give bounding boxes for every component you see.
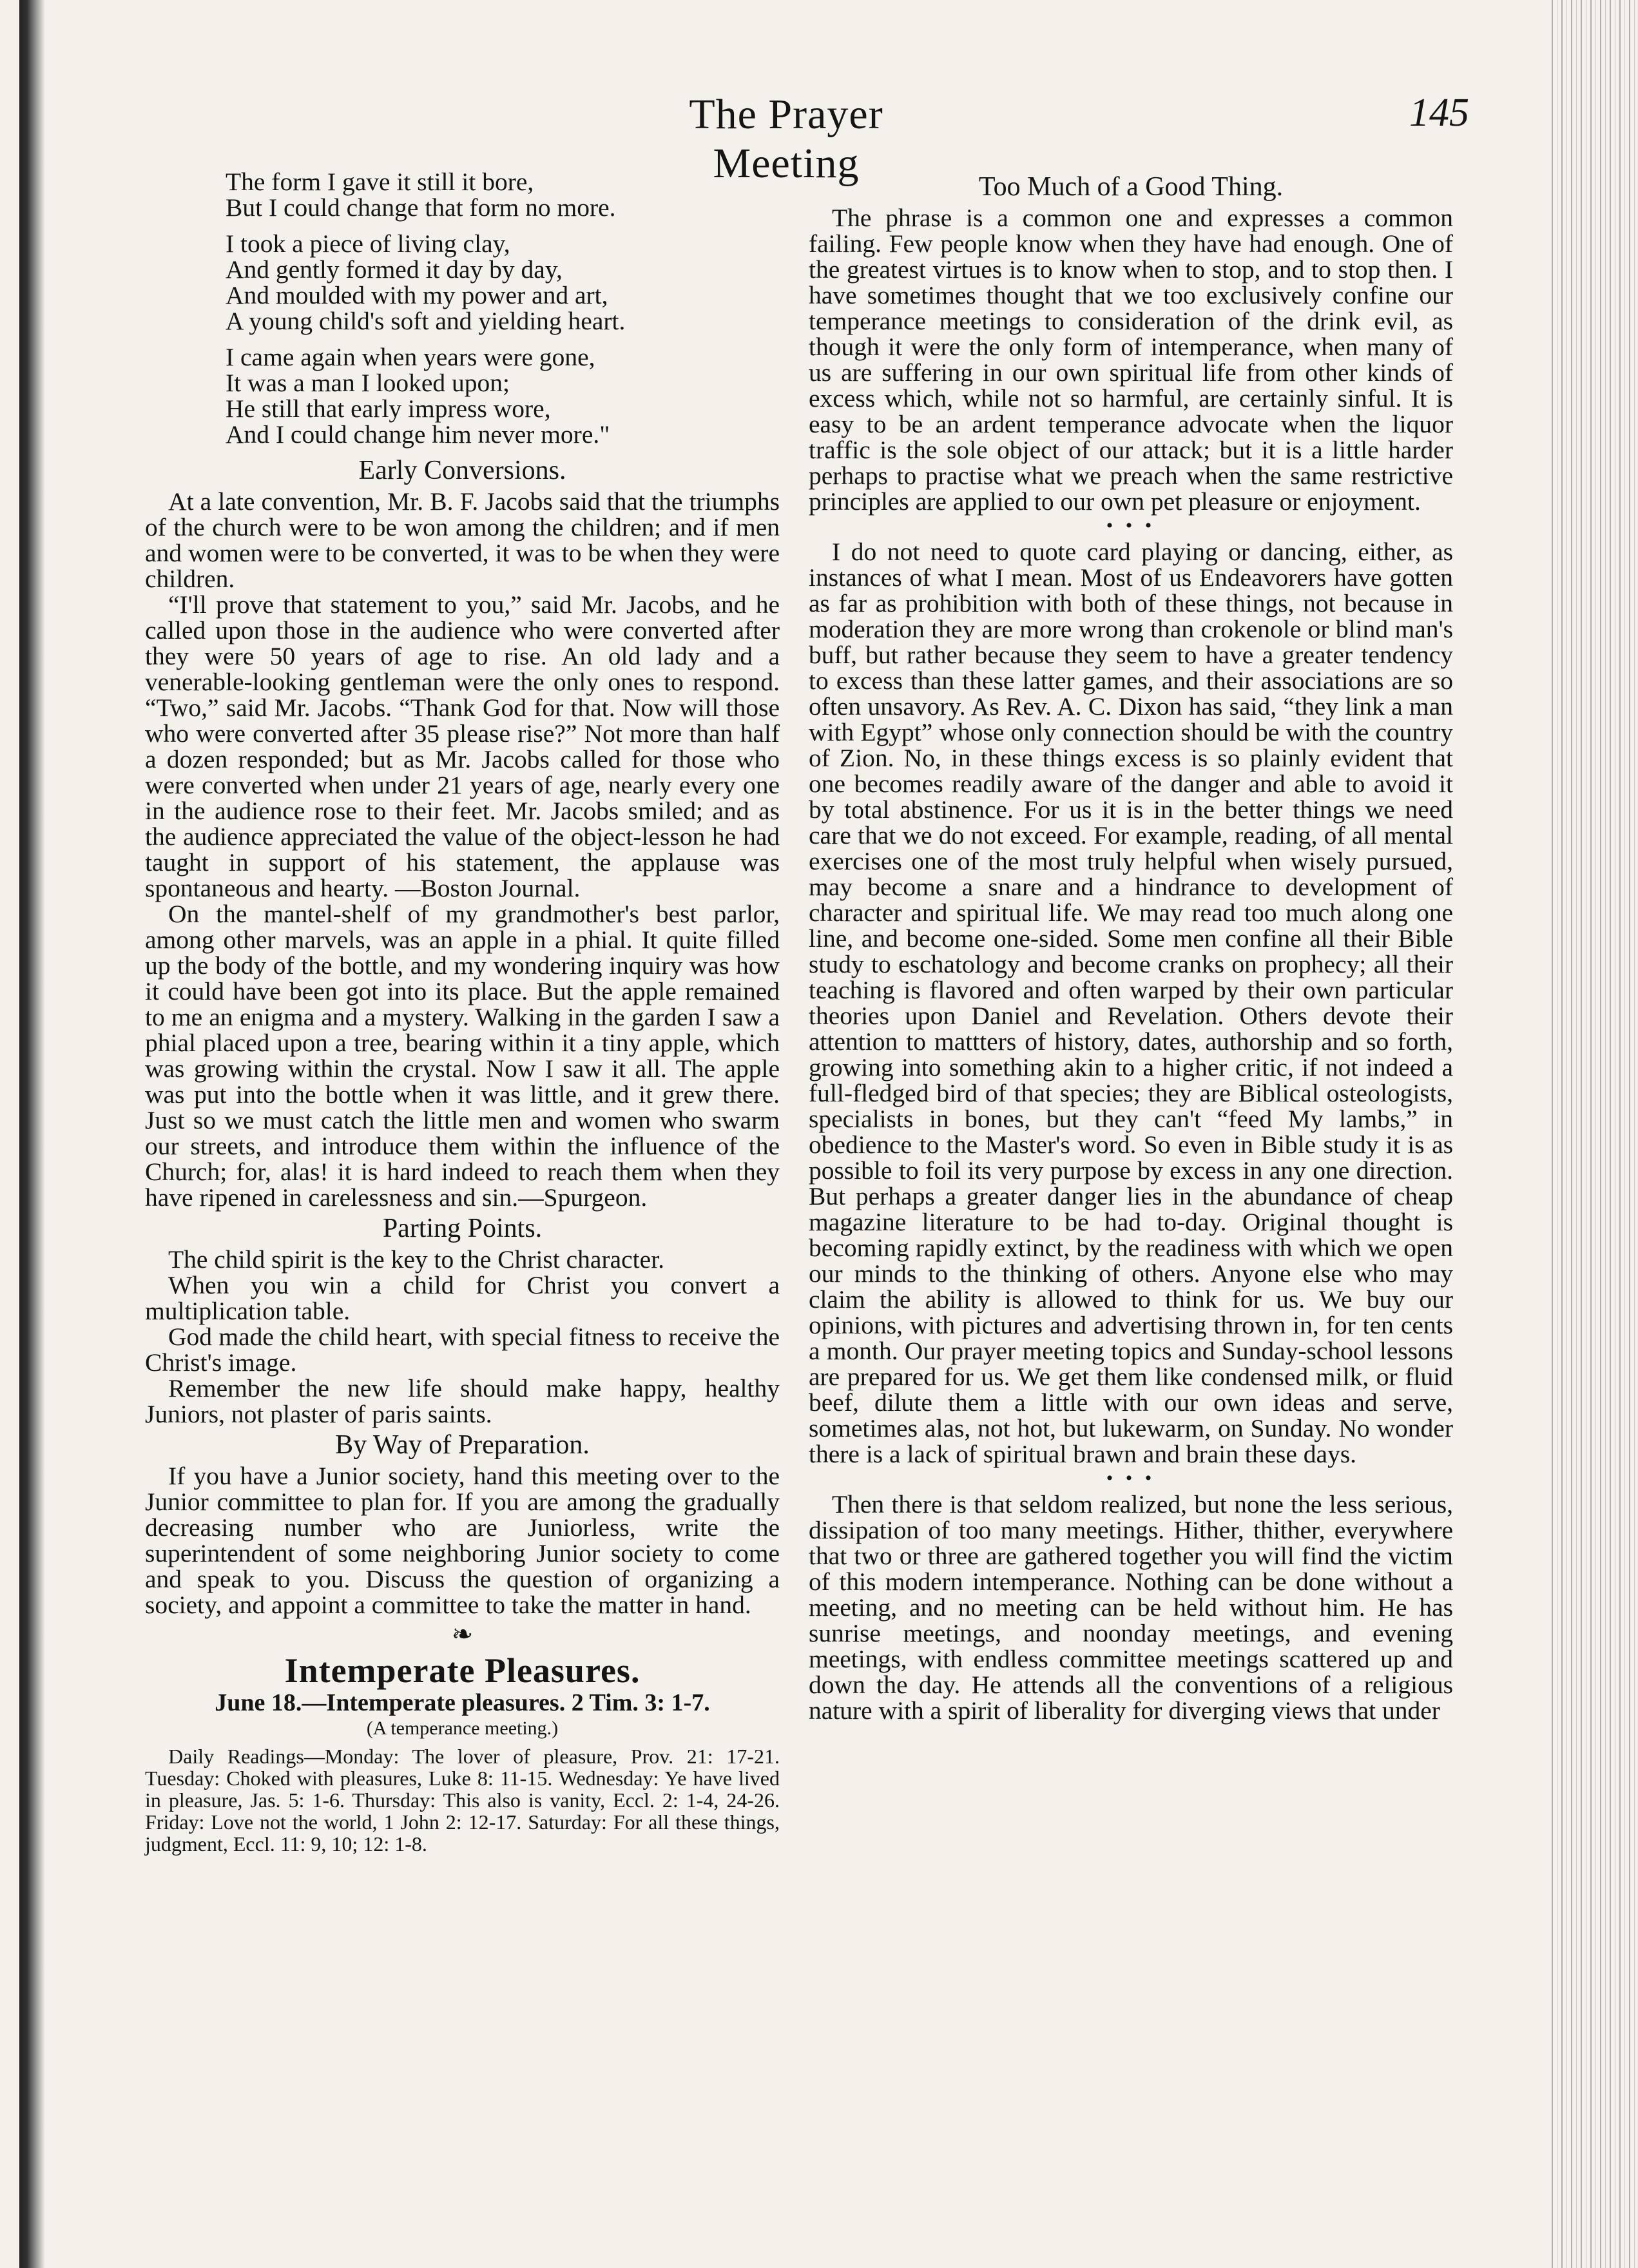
poem-line: The form I gave it still it bore,	[226, 168, 534, 196]
poem-line: But I could change that form no more.	[226, 193, 616, 222]
poem-stanza	[145, 344, 780, 447]
section-divider: • • •	[1106, 515, 1156, 536]
topic-note: (A temperance meeting.)	[366, 1718, 559, 1739]
paragraph: Then there is that seldom realized, but none the less serious, dissipation of too many meetings. Hither, thither, everywhere that two or three are gathered together you will find the victim of this modern intemperance. Nothing can be done without a meeting, and no meeting can be held without him. He has sunrise meetings, and noonday meetings, and evening meetings, with endless committee meetings scattered up and down the day. He attends all the conventions of a religious nature with a spirit of liberality for diverging views that under	[809, 1490, 1453, 1725]
poem-line: A young child's soft and yielding heart.	[226, 307, 626, 335]
poem-line: And gently formed it day by day,	[226, 255, 563, 284]
page-binding-shadow	[19, 0, 45, 2268]
paragraph: God made the child heart, with special fitness to receive the Christ's image.	[145, 1323, 780, 1377]
paragraph: If you have a Junior society, hand this meeting over to the Junior committee to plan for. If you are among the gradually decreasing number who are Juniorless, write the superintendent of some neighboring Junior society to come and speak to you. Discuss the question of organizing a society, and appoint a committee to take the matter in hand.	[145, 1462, 780, 1619]
paragraph: On the mantel-shelf of my grandmother's best parlor, among other marvels, was an apple in a phial. It quite filled up the body of the bottle, and my wondering inquiry was how it could have been got into its place. But the apple remained to me an enigma and a mystery. Walking in the garden I saw a phial placed upon a tree, bearing within it a tiny apple, which was growing within the crystal. Now I saw it all. The apple was put into the bottle when it was little, and it grew there. Just so we must catch the little men and women who swarm our streets, and introduce them within the influence of the Church; for, alas! it is hard indeed to reach them when they have ripened in carelessness and sin.—Spurgeon.	[145, 900, 780, 1212]
topic-heading: Intemperate Pleasures.	[284, 1651, 641, 1690]
poem-line: And moulded with my power and art,	[226, 281, 608, 309]
section-heading-parting-points: Parting Points.	[382, 1214, 543, 1243]
daily-readings: Daily Readings—Monday: The lover of pleasure, Prov. 21: 17-21. Tuesday: Choked with pleasures, Luke 8: 11-15. Wednesday: Ye have lived in pleasure, Jas. 5: 1-6. Thursday: This also is vanity, Eccl. 2: 1-4, 24-26. Friday: Love not the world, 1 John 2: 12-17. Saturday: For all these things, judgment, Eccl. 11: 9, 10; 12: 1-8.	[145, 1745, 780, 1856]
poem-line: He still that early impress wore,	[226, 394, 551, 423]
paragraph: I do not need to quote card playing or dancing, either, as instances of what I mean. Most of us Endeavorers have gotten as far as prohibition with both of these things, not because in moderation they are more wrong than crokenole or blind man's buff, but rather because they seem to have a greater tendency to excess than these latter games, and their associations are so often unsavory. As Rev. A. C. Dixon has said, “they link a man with Egypt” whose only connection should be with the country of Zion. No, in these things excess is so plainly evident that one becomes readily aware of the danger and able to avoid it by total abstinence. For us it is in the better things we need care that we do not exceed. For example, reading, of all mental exercises one of the most truly helpful when wisely pursued, may become a snare and a hindrance to development of character and spiritual life. We may read too much along one line, and become one-sided. Some men confine all their Bible study to eschatology and become cranks on prophecy; all their teaching is flavored and often warped by their own particular theories upon Daniel and Revelation. Others devote their attention to mattters of history, dates, authorship and so forth, growing into something akin to a higher critic, if not indeed a full-fledged bird of that species; they are Biblical osteologists, specialists in bones, but they can't “feed My lambs,” in obedience to the Master's word. So even in Bible study it is as possible to foil its very purpose by excess in any one direction. But perhaps a greater danger lies in the abundance of cheap magazine literature to be had to-day. Original thought is becoming rapidly extinct, by the readiness with which we open our minds to the thinking of others. Anyone else who may claim the ability is allowed to think for us. We buy our opinions, with pictures and advertising thrown in, for ten cents a month. Our prayer meeting topics and Sunday-school lessons are prepared for us. We get them like condensed milk, or fluid beef, dilute them a little with our own ideas and serve, sometimes alas, not hot, but lukewarm, on Sunday. No wonder there is a lack of spiritual brawn and brain these days.	[809, 538, 1453, 1468]
poem-line: And I could change him never more."	[226, 420, 610, 449]
section-heading-early-conversions: Early Conversions.	[358, 456, 566, 485]
section-divider: • • •	[1106, 1468, 1156, 1489]
left-column	[145, 169, 780, 1855]
page-edge-noise	[1548, 0, 1638, 2268]
poem	[145, 169, 780, 447]
right-column	[809, 169, 1453, 1723]
poem-stanza	[145, 169, 780, 220]
paragraph: “I'll prove that statement to you,” said Mr. Jacobs, and he called upon those in the audience who were converted after they were 50 years of age to rise. An old lady and a venerable-looking gentleman were the only ones to respond. “Two,” said Mr. Jacobs. “Thank God for that. Now will those who were converted after 35 please rise?” Not more than half a dozen responded; but as Mr. Jacobs called for those who were converted when under 21 years of age, nearly every one in the audience rose to their feet. Mr. Jacobs smiled; and as the audience appreciated the value of the object-lesson he had taught in support of his statement, the applause was spontaneous and hearty. —Boston Journal.	[145, 590, 780, 902]
paragraph: The child spirit is the key to the Christ character.	[168, 1245, 665, 1274]
paragraph: The phrase is a common one and expresses a common failing. Few people know when they have had enough. One of the greatest virtues is to know when to stop, and to stop then. I have sometimes thought that we too exclusively confine our temperance meetings to consideration of the drink evil, as though it were the only form of intemperance, when many of us are suffering in our own spiritual life from other kinds of excess which, while not so harmful, are certainly sinful. It is easy to be an ardent temperance advocate when the liquor traffic is the sole object of our attack; but it is a little harder perhaps to practise what we preach when the same restrictive principles are applied to our own pet pleasure or enjoyment.	[809, 204, 1453, 516]
paragraph: Remember the new life should make happy, healthy Juniors, not plaster of paris saints.	[145, 1374, 780, 1428]
paragraph: At a late convention, Mr. B. F. Jacobs said that the triumphs of the church were to be won among the children; and if men and women were to be converted, it was to be when they were children.	[145, 487, 780, 593]
poem-stanza	[145, 231, 780, 334]
paragraph: When you win a child for Christ you convert a multiplication table.	[145, 1271, 780, 1325]
section-heading-too-much: Too Much of a Good Thing.	[978, 172, 1284, 202]
poem-line: It was a man I looked upon;	[226, 369, 510, 397]
ornament-icon: ❧	[451, 1620, 474, 1649]
poem-line: I came again when years were gone,	[226, 343, 595, 371]
running-head: The Prayer Meeting	[689, 91, 883, 187]
poem-line: I took a piece of living clay,	[226, 229, 510, 258]
page-number: 145	[1409, 91, 1469, 135]
section-heading-preparation: By Way of Preparation.	[335, 1430, 590, 1460]
topic-date: June 18.—Intemperate pleasures. 2 Tim. 3: 1-7.	[215, 1689, 710, 1716]
